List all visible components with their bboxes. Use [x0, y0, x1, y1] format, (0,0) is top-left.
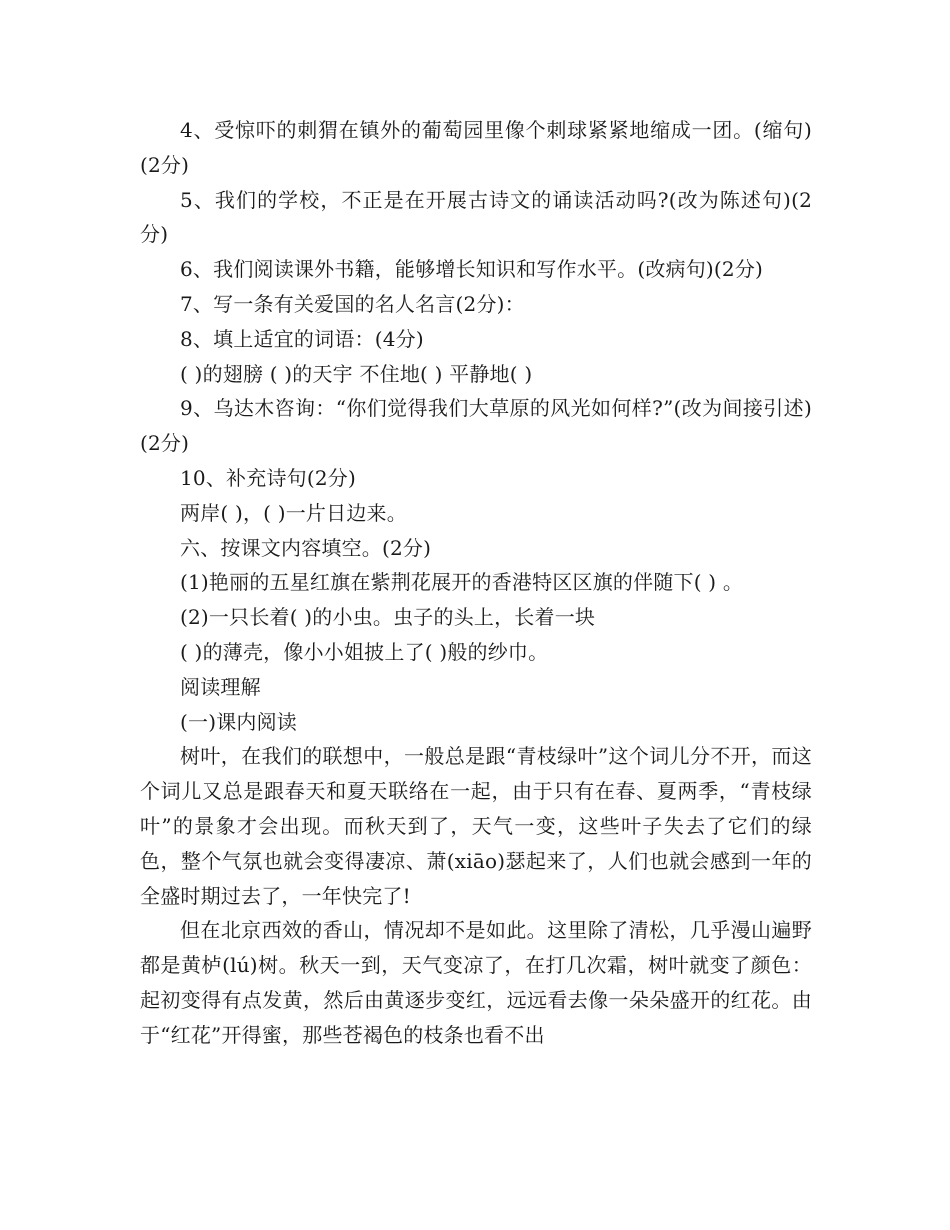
reading-passage-1: 树叶，在我们的联想中，一般总是跟“青枝绿叶”这个词儿分不开，而这个词儿又总是跟春天和夏天联络在一起，由于只有在春、夏两季，“青枝绿叶”的景象才会出现。而秋天到了，天气一变，这些叶子失去了它们的绿色，整个气氛也就会变得凄凉、萧(xiāo)瑟起来了，人们也就会感到一年的全盛时期过去了，一年快完了!: [140, 744, 812, 908]
question-4: 4、受惊吓的刺猬在镇外的葡萄园里像个刺球紧紧地缩成一团。(缩句)(2分): [140, 118, 812, 177]
question-9: 9、乌达木咨询：“你们觉得我们大草原的风光如何样?”(改为间接引述)(2分): [140, 396, 812, 456]
reading-passage-2: 但在北京西效的香山，情况却不是如此。这里除了清松，几乎漫山遍野都是黄栌(lú)树。秋天一到，天气变凉了，在打几次霜，树叶就变了颜色：起初变得有点发黄，然后由黄逐步变红，远远看去像一朵朵盛开的红花。由于“红花”开得蜜，那些苍褐色的枝条也看不出: [140, 918, 812, 1047]
question-6: 6、我们阅读课外书籍，能够增长知识和写作水平。(改病句)(2分): [180, 257, 764, 282]
reading-subheading: (一)课内阅读: [180, 709, 298, 734]
question-8: 8、填上适宜的词语：(4分): [180, 326, 424, 351]
document-body: [140, 113, 812, 1053]
section-6-heading: 六、按课文内容填空。(2分): [180, 535, 432, 560]
question-5: 5、我们的学校，不正是在开展古诗文的诵读活动吗?(改为陈述句)(2分): [140, 187, 812, 247]
question-10: 10、补充诗句(2分): [180, 465, 356, 490]
section-6-item-1: (1)艳丽的五星红旗在紫荆花展开的香港特区区旗的伴随下( ) 。: [180, 570, 744, 595]
section-6-item-2-cont: ( )的薄壳，像小小姐披上了( )般的纱巾。: [180, 639, 549, 664]
question-8-blanks: ( )的翅膀 ( )的天宇 不住地( ) 平静地( ): [180, 361, 533, 386]
reading-heading: 阅读理解: [180, 674, 261, 699]
question-7: 7、写一条有关爱国的名人名言(2分)：: [180, 291, 525, 316]
question-10-poem: 两岸( )，( )一片日边来。: [180, 500, 407, 525]
section-6-item-2: (2)一只长着( )的小虫。虫子的头上，长着一块: [180, 605, 596, 630]
